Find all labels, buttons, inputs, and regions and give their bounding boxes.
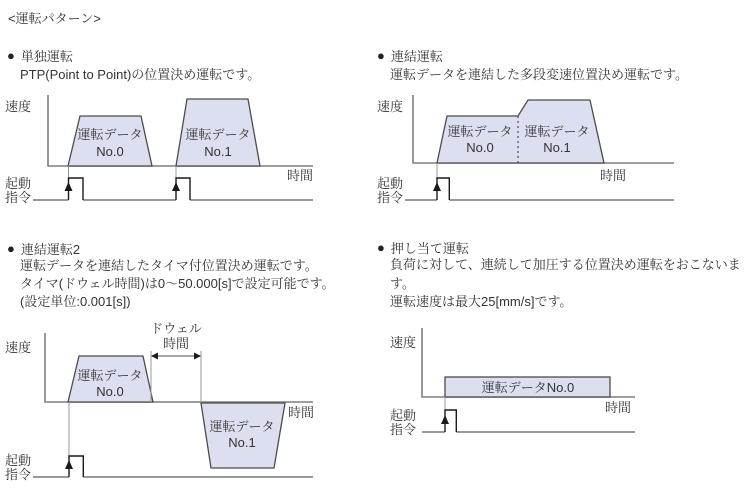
section-linked-title: 連結運転 [390,49,443,64]
data1-label: 運転データ [524,124,590,139]
rising-edge-arrow-icon [65,182,73,191]
diagram-linked-operation [372,90,682,212]
start-command-label-1: 起動 [390,408,417,423]
start-command-label-1: 起動 [5,176,32,191]
speed-axis-label: 速度 [377,99,404,114]
rising-edge-arrow-icon [172,182,180,191]
start-command-label-1: 起動 [5,453,32,468]
start-command-label-2: 指令 [377,190,404,205]
section-single-desc: PTP(Point to Point)の位置決め運転です。 [20,67,261,82]
dwell-time-label-1: ドウェル [150,321,202,336]
data0-number: No.0 [96,144,124,159]
time-axis-label: 時間 [600,168,627,183]
diagram-push-operation [372,325,702,440]
start-command-label-1: 起動 [377,176,404,191]
bullet-icon: ● [7,241,15,256]
data0-label: 運転データ [77,127,143,142]
dwell-arrow-left-icon [151,353,158,360]
section-linked2-title: 連結運転2 [20,242,81,257]
section-push-desc2: す。 [390,276,415,291]
data0-label: 運転データ [447,124,513,139]
time-axis-label: 時間 [286,168,313,183]
time-axis-label: 時間 [605,400,632,415]
data0-label: 運転データ [77,368,143,383]
speed-axis-label: 速度 [390,335,417,350]
section-push-desc1: 負荷に対して、連続して加圧する位置決め運転をおこないま [390,257,741,272]
diagram-linked2-operation [0,315,330,495]
data1-number: No.1 [543,140,571,155]
bullet-icon: ● [377,48,385,63]
rising-edge-arrow-icon [441,415,449,424]
data1-number: No.1 [228,435,256,450]
time-axis-label: 時間 [288,405,315,420]
section-linked2-desc1: 運転データを連結したタイマ付位置決め運転です。 [20,258,318,273]
data1-number: No.1 [204,144,232,159]
start-command-label-2: 指令 [5,190,32,205]
section-push-title: 押し当て運転 [390,241,469,256]
data0-label: 運転データNo.0 [481,380,575,395]
data0-number: No.0 [466,140,494,155]
bullet-icon: ● [377,240,385,255]
rising-edge-arrow-icon [65,460,73,469]
section-single-heading [7,46,73,65]
start-command-label-2: 指令 [5,467,32,482]
section-single-title: 単独運転 [20,49,73,64]
dwell-arrow-right-icon [194,353,201,360]
data1-label: 運転データ [185,127,251,142]
dwell-time-label-2: 時間 [162,336,190,351]
bullet-icon: ● [7,48,15,63]
section-linked2-desc2: タイマ(ドウェル時間)は0〜50.000[s]で設定可能です。 [20,276,335,291]
page-title: <運転パターン> [8,11,101,26]
speed-axis-label: 速度 [5,340,32,355]
data0-number: No.0 [96,384,124,399]
section-push-desc3: 運転速度は最大25[mm/s]です。 [390,294,573,309]
rising-edge-arrow-icon [433,182,441,191]
section-linked-desc: 運転データを連結した多段変速位置決め運転です。 [390,67,688,82]
speed-axis-label: 速度 [5,99,32,114]
data1-label: 運転データ [209,419,275,434]
section-linked-heading [377,46,443,65]
section-linked2-desc3: (設定単位:0.001[s]) [20,294,131,309]
section-push-heading [377,238,469,257]
diagram-single-operation [0,90,330,212]
section-linked2-heading [7,239,80,258]
start-command-label-2: 指令 [390,422,417,437]
